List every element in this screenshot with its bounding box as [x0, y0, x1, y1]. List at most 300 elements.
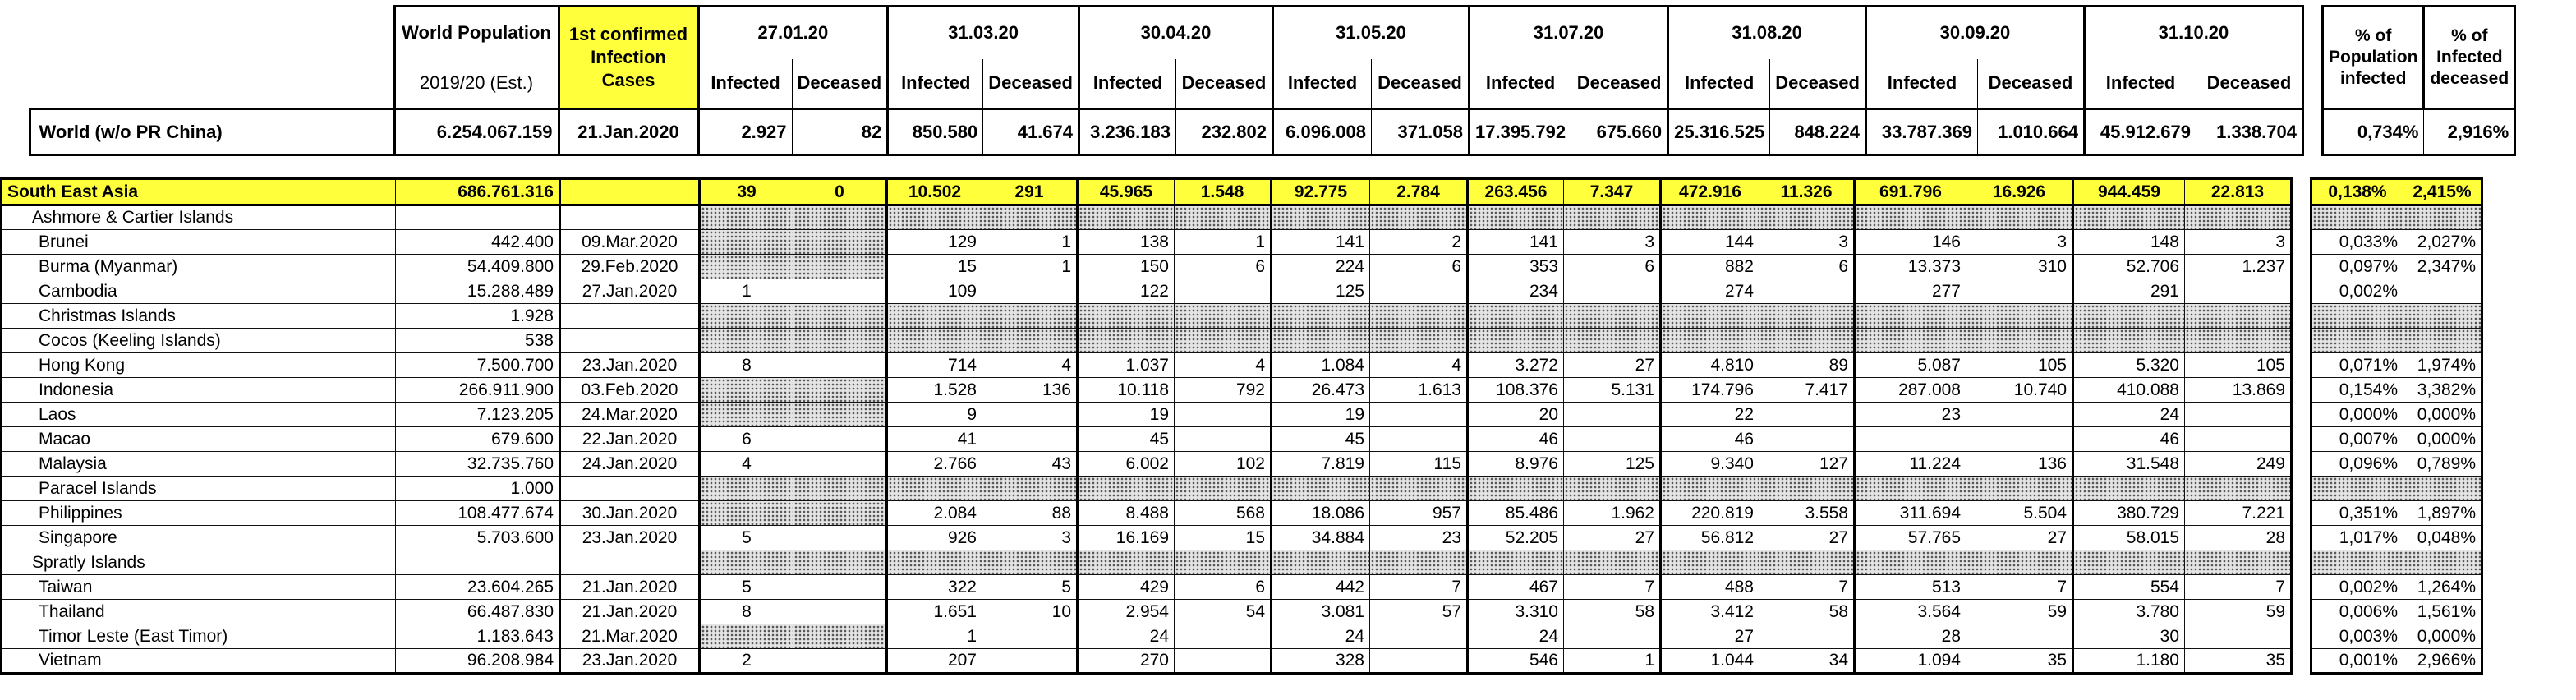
country-value [1370, 624, 1468, 649]
country-value [1175, 403, 1272, 427]
country-value: 58 [1760, 600, 1855, 624]
country-value [794, 526, 887, 550]
country-value: 141 [1468, 230, 1564, 255]
country-row [2, 624, 2482, 649]
world-value: 41.674 [983, 109, 1079, 155]
country-value: 442 [1272, 575, 1370, 600]
country-value [1272, 304, 1370, 329]
country-value: 2 [700, 649, 794, 674]
country-value: 310 [1966, 255, 2073, 279]
country-pct-population [2312, 304, 2404, 329]
country-population: 54.409.800 [396, 255, 560, 279]
country-value [2185, 304, 2292, 329]
country-value: 10.118 [1078, 378, 1175, 403]
region-value: 92.775 [1272, 179, 1370, 205]
header-deceased: Deceased [1770, 59, 1866, 109]
country-population: 679.600 [396, 427, 560, 452]
country-value: 4 [1370, 353, 1468, 378]
region-first-confirmed [560, 179, 700, 205]
country-first-confirmed: 21.Jan.2020 [560, 600, 700, 624]
country-value: 6 [700, 427, 794, 452]
country-value: 2.084 [887, 501, 982, 526]
country-value: 2 [1370, 230, 1468, 255]
country-value: 5.504 [1966, 501, 2073, 526]
country-value [982, 624, 1078, 649]
country-value [2185, 550, 2292, 575]
country-pct-population: 0,007% [2312, 427, 2404, 452]
country-pct-deceased: 0,789% [2404, 452, 2482, 477]
country-value: 4 [700, 452, 794, 477]
country-value [1272, 329, 1370, 353]
country-value: 105 [1966, 353, 2073, 378]
country-value: 488 [1661, 575, 1760, 600]
country-value: 6.002 [1078, 452, 1175, 477]
country-value: 1 [982, 255, 1078, 279]
header-est: 2019/20 (Est.) [394, 59, 559, 109]
country-value: 102 [1175, 452, 1272, 477]
country-value [794, 649, 887, 674]
country-value: 1.084 [1272, 353, 1370, 378]
region-value: 11.326 [1760, 179, 1855, 205]
country-pct-deceased [2404, 304, 2482, 329]
country-value: 45 [1078, 427, 1175, 452]
country-value [982, 550, 1078, 575]
country-name: Timor Leste (East Timor) [2, 624, 396, 649]
country-value [1661, 205, 1760, 230]
country-value [1966, 427, 2073, 452]
country-value: 46 [2073, 427, 2185, 452]
country-value: 4 [1175, 353, 1272, 378]
country-row [2, 230, 2482, 255]
country-value [1370, 550, 1468, 575]
country-value [1564, 427, 1661, 452]
country-value [1760, 403, 1855, 427]
country-value: 1.962 [1564, 501, 1661, 526]
country-value: 28 [1855, 624, 1966, 649]
country-value [794, 452, 887, 477]
column-gap [2292, 304, 2312, 329]
header-infected: Infected [1865, 59, 1977, 109]
country-value: 1 [982, 230, 1078, 255]
country-value: 311.694 [1855, 501, 1966, 526]
country-value: 7 [1564, 575, 1661, 600]
header-deceased: Deceased [1571, 59, 1668, 109]
country-population: 5.703.600 [396, 526, 560, 550]
country-value: 926 [887, 526, 982, 550]
country-value: 1.044 [1661, 649, 1760, 674]
world-value: 1.010.664 [1977, 109, 2084, 155]
country-value [1760, 550, 1855, 575]
country-row [2, 279, 2482, 304]
country-row [2, 403, 2482, 427]
country-value [1175, 477, 1272, 501]
country-value: 8 [700, 353, 794, 378]
country-value: 150 [1078, 255, 1175, 279]
country-pct-deceased: 2,966% [2404, 649, 2482, 674]
country-value: 882 [1661, 255, 1760, 279]
country-value [794, 205, 887, 230]
country-population [396, 550, 560, 575]
header-date: 30.04.20 [1079, 7, 1273, 59]
country-value [1468, 477, 1564, 501]
country-value: 52.706 [2073, 255, 2185, 279]
country-population: 7.123.205 [396, 403, 560, 427]
country-value: 19 [1272, 403, 1370, 427]
header-deceased: Deceased [1176, 59, 1273, 109]
world-value: 82 [792, 109, 888, 155]
header-infected: Infected [1668, 59, 1770, 109]
country-value: 59 [2185, 600, 2292, 624]
country-pct-deceased: 0,000% [2404, 427, 2482, 452]
region-value: 22.813 [2185, 179, 2292, 205]
country-value [2073, 477, 2185, 501]
country-value: 24 [1078, 624, 1175, 649]
country-value: 16.169 [1078, 526, 1175, 550]
country-first-confirmed [560, 205, 700, 230]
column-gap [2292, 550, 2312, 575]
country-value [1760, 624, 1855, 649]
country-value: 10.740 [1966, 378, 2073, 403]
country-population: 7.500.700 [396, 353, 560, 378]
country-name: Cambodia [2, 279, 396, 304]
country-value: 23 [1370, 526, 1468, 550]
country-value: 138 [1078, 230, 1175, 255]
region-value: 0 [794, 179, 887, 205]
country-name: Paracel Islands [2, 477, 396, 501]
country-value: 3.558 [1760, 501, 1855, 526]
country-value: 353 [1468, 255, 1564, 279]
country-value: 125 [1272, 279, 1370, 304]
header-date: 31.10.20 [2084, 7, 2302, 59]
country-value [794, 600, 887, 624]
world-value: 33.787.369 [1865, 109, 1977, 155]
country-value [1966, 477, 2073, 501]
country-pct-population: 0,002% [2312, 575, 2404, 600]
country-value [794, 624, 887, 649]
column-gap [2292, 230, 2312, 255]
region-pct-deceased: 2,415% [2404, 179, 2482, 205]
country-pct-population: 0,006% [2312, 600, 2404, 624]
country-value [1175, 279, 1272, 304]
country-value [1370, 329, 1468, 353]
country-value: 234 [1468, 279, 1564, 304]
country-value: 148 [2073, 230, 2185, 255]
country-value: 1.613 [1370, 378, 1468, 403]
country-row [2, 255, 2482, 279]
world-row [0, 109, 2515, 155]
country-value: 20 [1468, 403, 1564, 427]
country-pct-population: 0,001% [2312, 649, 2404, 674]
country-value: 513 [1855, 575, 1966, 600]
country-value: 9 [887, 403, 982, 427]
country-value: 58 [1564, 600, 1661, 624]
country-value: 136 [982, 378, 1078, 403]
country-population: 1.928 [396, 304, 560, 329]
world-value: 1.338.704 [2196, 109, 2302, 155]
country-value: 277 [1855, 279, 1966, 304]
country-value [982, 427, 1078, 452]
column-gap [2292, 403, 2312, 427]
country-value: 4.810 [1661, 353, 1760, 378]
country-value: 34.884 [1272, 526, 1370, 550]
world-value: 848.224 [1770, 109, 1866, 155]
country-pct-deceased: 0,048% [2404, 526, 2482, 550]
country-pct-population: 0,351% [2312, 501, 2404, 526]
header-date: 31.05.20 [1273, 7, 1470, 59]
country-value: 122 [1078, 279, 1175, 304]
country-value [1370, 304, 1468, 329]
region-value: 1.548 [1175, 179, 1272, 205]
country-value: 546 [1468, 649, 1564, 674]
country-value: 714 [887, 353, 982, 378]
country-value [1370, 427, 1468, 452]
header-infected: Infected [1273, 59, 1372, 109]
country-value [700, 304, 794, 329]
country-value [794, 477, 887, 501]
country-value [1661, 550, 1760, 575]
header-pct-population: % of Population infected [2322, 7, 2423, 109]
country-pct-population: 0,033% [2312, 230, 2404, 255]
country-value: 5 [700, 575, 794, 600]
country-name: Philippines [2, 501, 396, 526]
country-value [1370, 205, 1468, 230]
country-value: 270 [1078, 649, 1175, 674]
country-name: Brunei [2, 230, 396, 255]
country-value: 7 [1966, 575, 2073, 600]
country-value: 45 [1272, 427, 1370, 452]
country-value: 957 [1370, 501, 1468, 526]
country-value: 27 [1564, 353, 1661, 378]
country-name: Taiwan [2, 575, 396, 600]
country-row [2, 600, 2482, 624]
country-value: 59 [1966, 600, 2073, 624]
country-value [1760, 304, 1855, 329]
column-gap [2292, 255, 2312, 279]
country-value: 27 [1760, 526, 1855, 550]
world-value: 675.660 [1571, 109, 1668, 155]
region-value: 10.502 [887, 179, 982, 205]
country-value: 58.015 [2073, 526, 2185, 550]
country-pct-population: 1,017% [2312, 526, 2404, 550]
country-value [1468, 329, 1564, 353]
country-value: 88 [982, 501, 1078, 526]
country-value [887, 477, 982, 501]
country-row [2, 378, 2482, 403]
country-value: 5 [700, 526, 794, 550]
country-value: 41 [887, 427, 982, 452]
country-value: 30 [2073, 624, 2185, 649]
country-pct-population: 0,003% [2312, 624, 2404, 649]
country-value [887, 205, 982, 230]
country-population: 108.477.674 [396, 501, 560, 526]
header-deceased: Deceased [983, 59, 1079, 109]
country-value [794, 230, 887, 255]
country-row [2, 501, 2482, 526]
country-population: 15.288.489 [396, 279, 560, 304]
country-value [2073, 329, 2185, 353]
header-infected: Infected [888, 59, 983, 109]
country-value [2073, 205, 2185, 230]
country-value [1370, 279, 1468, 304]
country-value: 224 [1272, 255, 1370, 279]
country-value: 410.088 [2073, 378, 2185, 403]
country-value [2073, 550, 2185, 575]
country-value: 174.796 [1661, 378, 1760, 403]
country-first-confirmed: 21.Jan.2020 [560, 575, 700, 600]
country-pct-population: 0,002% [2312, 279, 2404, 304]
country-value: 15 [887, 255, 982, 279]
country-value: 56.812 [1661, 526, 1760, 550]
country-value: 3.564 [1855, 600, 1966, 624]
country-value [1966, 279, 2073, 304]
country-value: 8 [700, 600, 794, 624]
column-gap [2292, 624, 2312, 649]
country-value [2185, 403, 2292, 427]
country-value: 207 [887, 649, 982, 674]
country-value [794, 255, 887, 279]
country-value [794, 353, 887, 378]
country-value [887, 329, 982, 353]
country-value: 3.310 [1468, 600, 1564, 624]
country-row [2, 649, 2482, 674]
column-gap [2292, 477, 2312, 501]
country-pct-population: 0,000% [2312, 403, 2404, 427]
country-value [1966, 403, 2073, 427]
column-gap [2292, 452, 2312, 477]
country-pct-population [2312, 550, 2404, 575]
region-value: 45.965 [1078, 179, 1175, 205]
country-value [1564, 205, 1661, 230]
country-value [982, 205, 1078, 230]
country-value: 3 [982, 526, 1078, 550]
country-value [1760, 427, 1855, 452]
country-name: Macao [2, 427, 396, 452]
country-value [794, 501, 887, 526]
country-value: 23 [1855, 403, 1966, 427]
country-value [1468, 304, 1564, 329]
country-value [1661, 477, 1760, 501]
country-value [1966, 550, 2073, 575]
country-value: 89 [1760, 353, 1855, 378]
country-value: 2.954 [1078, 600, 1175, 624]
country-value [700, 477, 794, 501]
country-value [1175, 329, 1272, 353]
country-value [700, 378, 794, 403]
country-value: 127 [1760, 452, 1855, 477]
country-population: 1.000 [396, 477, 560, 501]
country-value: 1.180 [2073, 649, 2185, 674]
country-name: Hong Kong [2, 353, 396, 378]
country-value [982, 403, 1078, 427]
country-name: Christmas Islands [2, 304, 396, 329]
country-value [1468, 205, 1564, 230]
country-row [2, 452, 2482, 477]
country-value [700, 329, 794, 353]
country-value: 35 [1966, 649, 2073, 674]
header-world-population: World Population [394, 7, 559, 59]
country-value: 8.976 [1468, 452, 1564, 477]
country-value [1272, 477, 1370, 501]
country-value [1661, 304, 1760, 329]
region-value: 16.926 [1966, 179, 2073, 205]
country-value: 3 [1966, 230, 2073, 255]
country-pct-deceased [2404, 477, 2482, 501]
country-pct-deceased [2404, 279, 2482, 304]
country-value: 46 [1468, 427, 1564, 452]
country-value [1175, 304, 1272, 329]
country-pct-deceased: 1,974% [2404, 353, 2482, 378]
country-first-confirmed: 24.Jan.2020 [560, 452, 700, 477]
country-value [1564, 624, 1661, 649]
country-value [700, 205, 794, 230]
country-value [1175, 427, 1272, 452]
country-row [2, 205, 2482, 230]
country-row [2, 427, 2482, 452]
country-value [1760, 329, 1855, 353]
country-value: 46 [1661, 427, 1760, 452]
country-row [2, 329, 2482, 353]
header-date: 27.01.20 [698, 7, 888, 59]
country-value: 6 [1175, 575, 1272, 600]
country-value: 792 [1175, 378, 1272, 403]
country-value [1855, 304, 1966, 329]
country-value: 3 [1760, 230, 1855, 255]
country-value [794, 427, 887, 452]
country-value [2185, 205, 2292, 230]
world-value: 371.058 [1372, 109, 1470, 155]
header-infected: Infected [2084, 59, 2196, 109]
country-value: 15 [1175, 526, 1272, 550]
country-value [1078, 477, 1175, 501]
country-value [1175, 205, 1272, 230]
country-value [1966, 329, 2073, 353]
country-value [1966, 624, 2073, 649]
country-value [1370, 477, 1468, 501]
country-name: Cocos (Keeling Islands) [2, 329, 396, 353]
country-row [2, 304, 2482, 329]
country-pct-deceased: 0,000% [2404, 403, 2482, 427]
world-value: 6.096.008 [1273, 109, 1372, 155]
country-value: 144 [1661, 230, 1760, 255]
country-value [700, 230, 794, 255]
country-value [794, 550, 887, 575]
country-value: 22 [1661, 403, 1760, 427]
country-value: 4 [982, 353, 1078, 378]
country-value [1966, 205, 2073, 230]
country-value: 105 [2185, 353, 2292, 378]
country-value: 1.037 [1078, 353, 1175, 378]
header-date: 31.07.20 [1470, 7, 1668, 59]
country-population: 442.400 [396, 230, 560, 255]
region-value: 691.796 [1855, 179, 1966, 205]
country-value [2073, 304, 2185, 329]
region-value: 2.784 [1370, 179, 1468, 205]
country-value [794, 403, 887, 427]
country-value: 1 [887, 624, 982, 649]
column-gap [2292, 205, 2312, 230]
country-first-confirmed: 21.Mar.2020 [560, 624, 700, 649]
country-value: 1.651 [887, 600, 982, 624]
country-value: 5.131 [1564, 378, 1661, 403]
column-gap [2292, 600, 2312, 624]
country-value: 3 [2185, 230, 2292, 255]
country-value [1175, 649, 1272, 674]
country-value: 108.376 [1468, 378, 1564, 403]
country-first-confirmed: 27.Jan.2020 [560, 279, 700, 304]
country-value [1564, 403, 1661, 427]
country-value [1078, 329, 1175, 353]
country-value: 249 [2185, 452, 2292, 477]
